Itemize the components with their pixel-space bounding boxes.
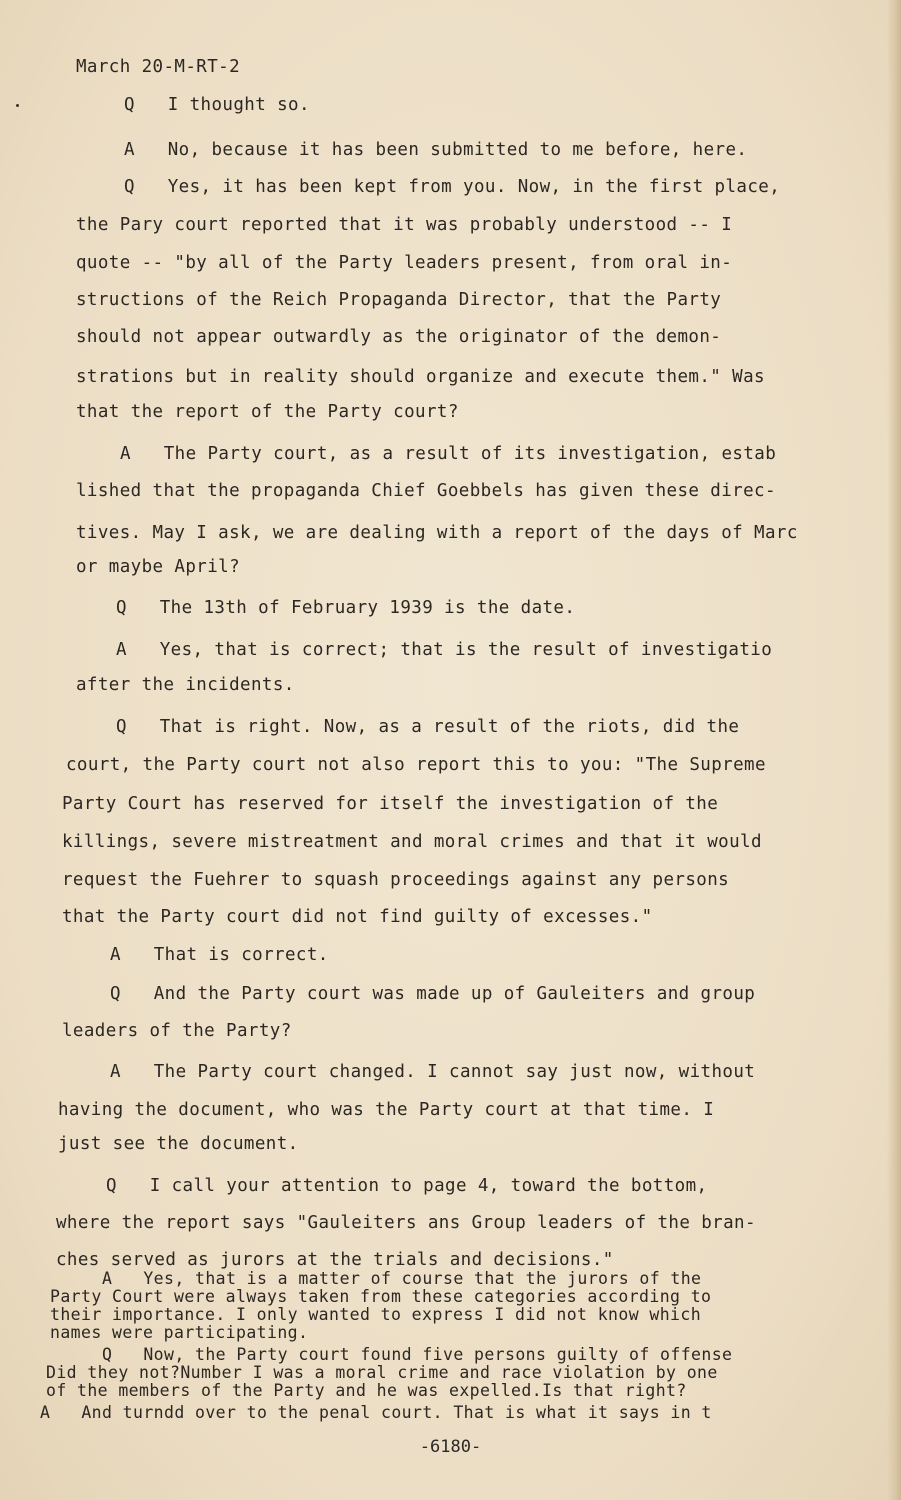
text-line: where the report says "Gauleiters ans Group leaders of the bran- [56, 1213, 756, 1233]
text-line: their importance. I only wanted to express I did not know which [50, 1305, 702, 1324]
text-line: the Pary court reported that it was probably understood -- I [76, 215, 733, 235]
text-line: that the Party court did not find guilty of excesses." [62, 907, 653, 927]
text-line: just see the document. [58, 1134, 299, 1154]
text-line: killings, severe mistreatment and moral crimes and that it would [62, 832, 762, 852]
text-line: A No, because it has been submitted to me before, here. [124, 140, 748, 160]
text-line: having the document, who was the Party court at that time. I [58, 1100, 715, 1120]
text-line: or maybe April? [76, 557, 241, 577]
text-line: request the Fuehrer to squash proceedings against any persons [62, 870, 730, 890]
text-line: structions of the Reich Propaganda Director, that the Party [76, 290, 722, 310]
text-line: tives. May I ask, we are dealing with a report of the days of Marc [76, 523, 798, 543]
text-line: A The Party court changed. I cannot say just now, without [110, 1062, 756, 1082]
text-line: strations but in reality should organize and execute them." Was [76, 367, 765, 387]
text-line: Q And the Party court was made up of Gauleiters and group [110, 984, 756, 1004]
text-line: Q Now, the Party court found five persons guilty of offense [102, 1345, 733, 1364]
text-line: A Yes, that is a matter of course that the jurors of the [102, 1269, 702, 1288]
page-number: -6180- [419, 1437, 482, 1457]
text-line: A Yes, that is correct; that is the result of investigatio [116, 640, 773, 660]
text-line: Q I thought so. [124, 95, 310, 115]
text-line: A And turndd over to the penal court. That is what it says in t [40, 1403, 712, 1422]
text-line: that the report of the Party court? [76, 402, 459, 422]
page-edge-shadow [887, 0, 901, 1500]
text-line: lished that the propaganda Chief Goebbels has given these direc- [76, 481, 776, 501]
text-line: Q Yes, it has been kept from you. Now, in the first place, [124, 177, 781, 197]
text-line: Did they not?Number I was a moral crime and race violation by one [46, 1363, 718, 1382]
text-line: names were participating. [50, 1323, 309, 1342]
text-line: Q The 13th of February 1939 is the date. [116, 598, 576, 618]
text-line: Party Court has reserved for itself the investigation of the [62, 794, 719, 814]
text-line: should not appear outwardly as the originator of the demon- [76, 327, 722, 347]
margin-mark [16, 104, 19, 107]
text-line: ches served as jurors at the trials and decisions." [56, 1250, 614, 1270]
text-line: leaders of the Party? [62, 1021, 292, 1041]
text-line: after the incidents. [76, 675, 295, 695]
text-line: Party Court were always taken from these categories according to [50, 1287, 712, 1306]
text-line: A That is correct. [110, 945, 329, 965]
text-line: Q I call your attention to page 4, toward the bottom, [106, 1176, 708, 1196]
text-line: court, the Party court not also report this to you: "The Supreme [66, 755, 766, 775]
text-line: A The Party court, as a result of its investigation, estab [120, 444, 777, 464]
text-line: quote -- "by all of the Party leaders present, from oral in- [76, 253, 733, 273]
text-line: Q That is right. Now, as a result of the riots, did the [116, 717, 740, 737]
page-header: March 20-M-RT-2 [76, 57, 241, 77]
text-line: of the members of the Party and he was expelled.Is that right? [46, 1381, 687, 1400]
